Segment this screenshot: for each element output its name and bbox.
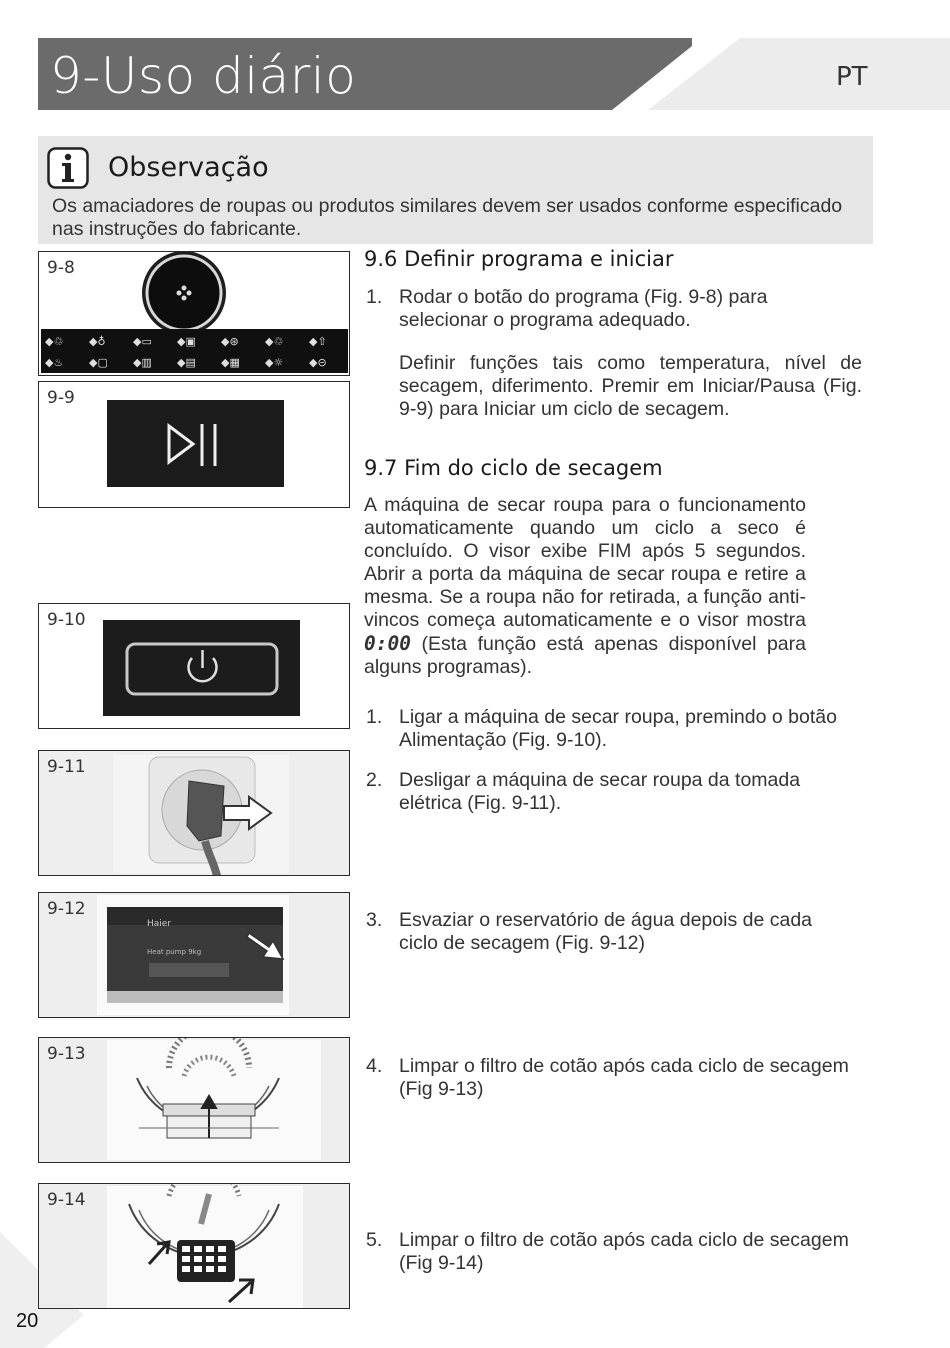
svg-text:◆⊝: ◆⊝ (309, 356, 327, 369)
section-9-6-title: 9.6 Definir programa e iniciar (364, 247, 674, 271)
svg-text:◆▢: ◆▢ (89, 356, 108, 369)
svg-text:◆▭: ◆▭ (133, 335, 152, 348)
list-text: Ligar a máquina de secar roupa, premindo o botão Alimentação (Fig. 9-10). (399, 706, 837, 751)
page-title: 9-Uso diário (50, 47, 357, 105)
unplug-illustration (39, 751, 350, 876)
figure-label: 9-9 (47, 388, 75, 408)
figure-9-12 (38, 892, 350, 1018)
lint-filter-illustration-2 (39, 1184, 350, 1309)
svg-text:◆☼: ◆☼ (265, 356, 284, 369)
paragraph-text-part2: (Esta função está apenas disponível para alguns programas). (364, 633, 806, 678)
list-text: Esvaziar o reservatório de água depois de cada ciclo de secagem (Fig. 9-12) (399, 909, 813, 954)
tank-brand-label: Haier (147, 919, 172, 929)
list-text: Rodar o botão do programa (Fig. 9-8) para selecionar o programa adequado. (399, 286, 768, 331)
figure-label: 9-10 (47, 610, 86, 630)
figure-9-9 (38, 381, 350, 508)
svg-text:◆⇧: ◆⇧ (309, 335, 327, 348)
svg-text:◆♁: ◆♁ (89, 335, 106, 348)
observation-text: Os amaciadores de roupas ou produtos similares devem ser usados conforme especificado nas instruções do fabricante. (52, 195, 843, 240)
list-item (366, 909, 846, 955)
info-icon (47, 147, 89, 189)
figure-9-13 (38, 1037, 350, 1163)
list-number: 1. (366, 706, 383, 728)
svg-text:◆♨: ◆♨ (45, 356, 64, 369)
start-pause-button-illustration (39, 382, 350, 508)
list-text: Limpar o filtro de cotão após cada ciclo de secagem (Fig 9-13) (399, 1055, 849, 1100)
list-item-continuation (366, 352, 862, 421)
list-item (366, 1229, 856, 1275)
paragraph-text-part1: A máquina de secar roupa para o funcionamento automaticamente quando um ciclo a seco é concluído. O visor exibe FIM após 5 segundos. Abrir a porta da máquina de secar roupa e retire a mesma. Se a roupa não for retirada, a função anti-vincos começa automaticamente e o visor mostra (364, 494, 806, 631)
svg-text:◆▤: ◆▤ (177, 356, 196, 369)
list-item (366, 706, 846, 752)
list-number: 1. (366, 286, 383, 308)
list-number: 4. (366, 1055, 383, 1077)
list-text: Desligar a máquina de secar roupa da tomada elétrica (Fig. 9-11). (399, 769, 801, 814)
list-text: Definir funções tais como temperatura, nível de secagem, diferimento. Premir em Iniciar/Pausa (Fig. 9-9) para Iniciar um ciclo de secagem. (399, 352, 862, 420)
list-number: 2. (366, 769, 383, 791)
observation-title: Observação (108, 152, 269, 183)
svg-text:◆▦: ◆▦ (221, 356, 240, 369)
figure-9-10 (38, 603, 350, 729)
list-number: 3. (366, 909, 383, 931)
svg-text:◆♲: ◆♲ (265, 335, 284, 348)
program-knob-illustration (39, 252, 350, 376)
figure-9-11 (38, 750, 350, 876)
list-item (366, 769, 846, 815)
figure-label: 9-8 (47, 258, 75, 278)
list-text: Limpar o filtro de cotão após cada ciclo de secagem (Fig 9-14) (399, 1229, 849, 1274)
display-readout: 0:00 (364, 632, 411, 655)
svg-text:◆♲: ◆♲ (45, 335, 64, 348)
list-item (366, 286, 846, 332)
water-tank-illustration (39, 893, 350, 1018)
section-9-7-paragraph (364, 494, 806, 679)
figure-label: 9-11 (47, 757, 86, 777)
language-code: PT (836, 62, 868, 92)
figure-label: 9-12 (47, 899, 86, 919)
svg-text:◆▣: ◆▣ (177, 335, 196, 348)
svg-text:◆▥: ◆▥ (133, 356, 152, 369)
power-button-illustration (39, 604, 350, 729)
svg-text:◆⊛: ◆⊛ (221, 335, 239, 348)
figure-9-14 (38, 1183, 350, 1309)
lint-filter-illustration-1 (39, 1038, 350, 1163)
tank-model-label: Heat pump 9kg (147, 948, 202, 956)
figure-label: 9-14 (47, 1190, 86, 1210)
page-number: 20 (16, 1310, 39, 1332)
section-9-7-title: 9.7 Fim do ciclo de secagem (364, 456, 663, 480)
figure-label: 9-13 (47, 1044, 86, 1064)
list-number: 5. (366, 1229, 383, 1251)
figure-9-8 (38, 251, 350, 376)
list-item (366, 1055, 856, 1101)
